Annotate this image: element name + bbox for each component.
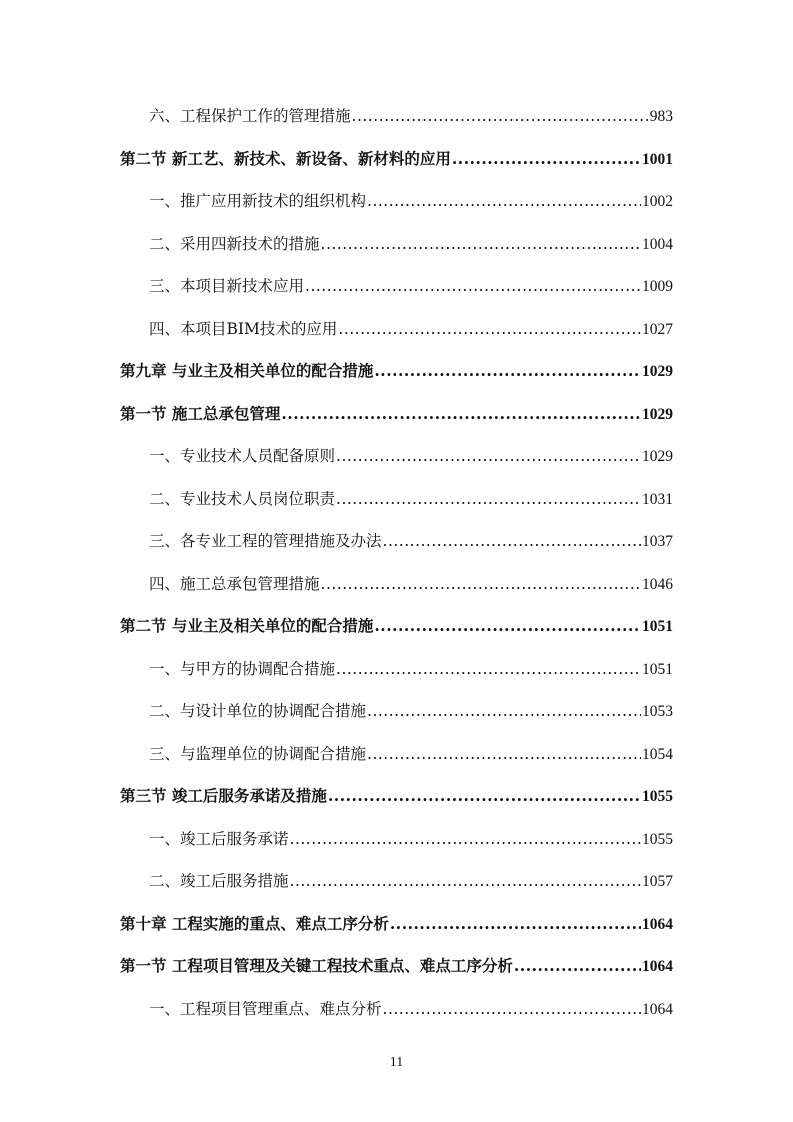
- table-of-contents: [120, 95, 673, 1030]
- toc-entry-label: 一、推广应用新技术的组织机构: [149, 192, 367, 210]
- toc-dot-leader: [305, 265, 641, 308]
- toc-entry-label: 三、各专业工程的管理措施及办法: [149, 532, 382, 550]
- toc-entry[interactable]: [120, 648, 673, 691]
- toc-entry-page: 1027: [642, 320, 673, 338]
- toc-entry-page: 1064: [642, 1000, 673, 1018]
- toc-entry-page: 1029: [642, 405, 673, 423]
- toc-entry-label: 六、工程保护工作的管理措施: [149, 107, 351, 125]
- toc-entry-page: 1046: [642, 575, 673, 593]
- toc-dot-leader: [367, 733, 641, 776]
- toc-entry-page: 1029: [642, 363, 673, 380]
- toc-heading-entry[interactable]: [120, 138, 673, 181]
- toc-dot-leader: [336, 435, 641, 478]
- toc-dot-leader: [374, 605, 641, 648]
- page-number: 11: [389, 1055, 404, 1070]
- toc-dot-leader: [321, 223, 641, 266]
- toc-dot-leader: [367, 180, 641, 223]
- toc-entry-page: 1057: [642, 873, 673, 890]
- toc-entry-label: 四、施工总承包管理措施: [149, 574, 320, 593]
- toc-heading-entry[interactable]: [120, 945, 673, 988]
- toc-entry[interactable]: [120, 223, 673, 266]
- toc-entry-label: 二、与设计单位的协调配合措施: [149, 702, 367, 720]
- toc-entry-label: 第十章 工程实施的重点、难点工序分析: [120, 913, 389, 933]
- toc-entry-label: 四、本项目BIM技术的应用: [149, 319, 338, 338]
- toc-entry-label: 一、竣工后服务承诺: [149, 829, 289, 848]
- toc-entry-page: 1054: [642, 745, 673, 763]
- toc-dot-leader: [374, 350, 641, 393]
- toc-entry[interactable]: [120, 733, 673, 776]
- toc-heading-entry[interactable]: [120, 775, 673, 818]
- toc-entry-page: 1031: [642, 490, 673, 508]
- toc-entry[interactable]: [120, 478, 673, 521]
- toc-entry-page: 1053: [642, 703, 673, 720]
- toc-entry[interactable]: [120, 265, 673, 308]
- toc-entry[interactable]: [120, 988, 673, 1031]
- toc-dot-leader: [336, 478, 641, 521]
- toc-entry-page: 1001: [642, 150, 673, 168]
- toc-dot-leader: [290, 818, 641, 861]
- toc-heading-entry[interactable]: [120, 903, 673, 946]
- toc-entry-page: 1004: [642, 235, 673, 253]
- toc-heading-entry[interactable]: [120, 350, 673, 393]
- toc-dot-leader: [321, 563, 641, 606]
- toc-entry[interactable]: [120, 435, 673, 478]
- toc-entry-label: 二、采用四新技术的措施: [149, 234, 320, 253]
- toc-entry-page: 1064: [642, 915, 673, 933]
- toc-entry-label: 一、专业技术人员配备原则: [149, 447, 336, 465]
- toc-entry-label: 二、竣工后服务措施: [149, 872, 289, 890]
- toc-entry[interactable]: [120, 180, 673, 223]
- toc-dot-leader: [383, 988, 641, 1031]
- toc-entry[interactable]: [120, 860, 673, 903]
- toc-entry-label: 一、与甲方的协调配合措施: [149, 659, 336, 678]
- toc-entry-page: 1029: [642, 448, 673, 465]
- toc-dot-leader: [367, 690, 641, 733]
- toc-dot-leader: [338, 308, 641, 351]
- toc-entry-page: 1009: [642, 278, 673, 295]
- toc-entry[interactable]: [120, 690, 673, 733]
- toc-heading-entry[interactable]: [120, 393, 673, 436]
- toc-dot-leader: [514, 945, 641, 988]
- toc-entry-page: 1051: [642, 660, 673, 678]
- toc-entry-label: 三、本项目新技术应用: [149, 277, 305, 295]
- toc-entry[interactable]: [120, 95, 673, 138]
- toc-entry-page: 983: [649, 108, 673, 125]
- toc-entry-label: 二、专业技术人员岗位职责: [149, 489, 336, 508]
- toc-entry-label: 第三节 竣工后服务承诺及措施: [120, 786, 327, 805]
- toc-entry[interactable]: [120, 563, 673, 606]
- toc-dot-leader: [336, 648, 641, 691]
- toc-entry-label: 第九章 与业主及相关单位的配合措施: [120, 361, 374, 380]
- toc-dot-leader: [290, 860, 641, 903]
- toc-entry-page: 1051: [642, 618, 673, 635]
- toc-heading-entry[interactable]: [120, 605, 673, 648]
- toc-dot-leader: [328, 775, 641, 818]
- toc-entry[interactable]: [120, 308, 673, 351]
- toc-entry-page: 1055: [642, 830, 673, 848]
- toc-entry-page: 1064: [642, 958, 673, 975]
- toc-entry-label: 三、与监理单位的协调配合措施: [149, 744, 367, 763]
- toc-entry-label: 第一节 施工总承包管理: [120, 403, 281, 423]
- toc-entry[interactable]: [120, 818, 673, 861]
- toc-entry-label: 第一节 工程项目管理及关键工程技术重点、难点工序分析: [120, 956, 513, 975]
- toc-dot-leader: [383, 520, 641, 563]
- toc-dot-leader: [352, 95, 649, 138]
- toc-dot-leader: [390, 903, 641, 946]
- toc-entry-label: 第二节 与业主及相关单位的配合措施: [120, 616, 374, 635]
- toc-dot-leader: [281, 393, 641, 436]
- toc-entry-label: 第二节 新工艺、新技术、新设备、新材料的应用: [120, 148, 451, 168]
- toc-entry-page: 1037: [642, 533, 673, 550]
- toc-dot-leader: [452, 138, 641, 181]
- toc-entry-page: 1002: [642, 193, 673, 210]
- toc-entry-label: 一、工程项目管理重点、难点分析: [149, 999, 382, 1018]
- toc-entry-page: 1055: [642, 788, 673, 805]
- toc-entry[interactable]: [120, 520, 673, 563]
